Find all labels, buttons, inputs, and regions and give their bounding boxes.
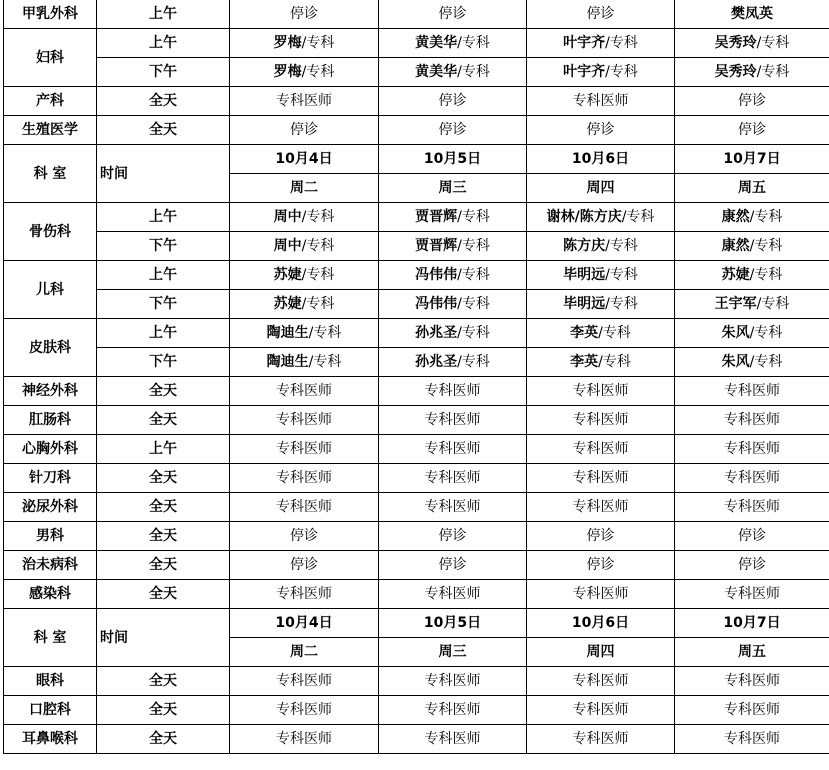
specialty-suffix: /专科 <box>301 35 335 51</box>
time-slot: 全天 <box>97 696 230 725</box>
doctor-name: 停诊 <box>438 528 467 544</box>
schedule-cell <box>230 58 379 87</box>
schedule-cell <box>527 464 675 493</box>
doctor-name: 专科医师 <box>724 412 780 428</box>
doctor-name: 王宇军 <box>714 296 757 312</box>
table-row <box>4 261 829 290</box>
department-name: 产科 <box>4 87 97 116</box>
schedule-cell <box>379 0 527 29</box>
department-name: 神经外科 <box>4 377 97 406</box>
table-row <box>4 203 829 232</box>
doctor-name: 专科医师 <box>572 702 629 718</box>
doctor-name: 专科医师 <box>276 93 332 109</box>
time-slot: 全天 <box>97 377 230 406</box>
schedule-cell <box>379 348 527 377</box>
table-row <box>4 290 829 319</box>
table-row <box>4 87 829 116</box>
doctor-name: 康然 <box>721 209 750 225</box>
schedule-cell <box>230 696 379 725</box>
schedule-cell <box>379 290 527 319</box>
schedule-cell <box>230 725 379 754</box>
doctor-name: 李英 <box>570 325 599 341</box>
time-slot: 下午 <box>97 348 230 377</box>
doctor-name: 专科医师 <box>276 441 332 457</box>
doctor-name: 黄美华 <box>415 64 458 80</box>
header-time-label: 时间 <box>97 609 230 667</box>
schedule-cell <box>230 348 379 377</box>
department-name: 口腔科 <box>4 696 97 725</box>
schedule-cell <box>675 0 829 29</box>
table-row <box>4 725 829 754</box>
time-slot: 全天 <box>97 116 230 145</box>
doctor-name: 陶迪生 <box>266 354 309 370</box>
schedule-cell <box>527 406 675 435</box>
doctor-name: 停诊 <box>438 557 467 573</box>
doctor-name: 专科医师 <box>276 470 332 486</box>
doctor-name: 停诊 <box>290 528 318 544</box>
schedule-cell <box>230 87 379 116</box>
specialty-suffix: /专科 <box>756 64 790 80</box>
doctor-name: 专科医师 <box>424 586 481 602</box>
specialty-suffix: /专科 <box>308 354 342 370</box>
schedule-cell <box>379 58 527 87</box>
schedule-cell <box>379 580 527 609</box>
header-weekday: 周五 <box>675 174 829 203</box>
header-weekday: 周五 <box>675 638 829 667</box>
specialty-suffix: /专科 <box>457 325 490 341</box>
department-name: 针刀科 <box>4 464 97 493</box>
time-slot: 下午 <box>97 58 230 87</box>
schedule-cell <box>527 116 675 145</box>
schedule-cell <box>230 377 379 406</box>
schedule-cell <box>675 551 829 580</box>
department-name: 生殖医学 <box>4 116 97 145</box>
time-slot: 全天 <box>97 522 230 551</box>
schedule-cell <box>230 435 379 464</box>
doctor-name: 朱风 <box>721 325 750 341</box>
schedule-cell <box>379 522 527 551</box>
schedule-cell <box>675 435 829 464</box>
specialty-suffix: /专科 <box>301 209 335 225</box>
table-row <box>4 319 829 348</box>
doctor-name: 专科医师 <box>276 412 332 428</box>
table-row <box>4 667 829 696</box>
schedule-cell <box>230 580 379 609</box>
doctor-name: 吴秀玲 <box>714 64 757 80</box>
doctor-name: 贾晋辉 <box>415 209 458 225</box>
doctor-name: 李英 <box>570 354 599 370</box>
doctor-name: 叶宇齐 <box>563 35 606 51</box>
schedule-cell <box>675 116 829 145</box>
department-name: 耳鼻喉科 <box>4 725 97 754</box>
doctor-name: 停诊 <box>586 557 615 573</box>
header-weekday: 周四 <box>527 174 675 203</box>
time-slot: 全天 <box>97 493 230 522</box>
doctor-name: 停诊 <box>586 6 615 22</box>
specialty-suffix: /专科 <box>605 296 638 312</box>
schedule-cell <box>379 667 527 696</box>
header-row-dates <box>4 145 829 174</box>
doctor-name: 专科医师 <box>276 702 332 718</box>
header-weekday: 周三 <box>379 174 527 203</box>
doctor-name: 专科医师 <box>424 441 481 457</box>
specialty-suffix: /专科 <box>749 325 783 341</box>
department-name: 骨伤科 <box>4 203 97 261</box>
specialty-suffix: /专科 <box>749 238 783 254</box>
table-row <box>4 0 829 29</box>
schedule-cell <box>379 232 527 261</box>
schedule-cell <box>379 696 527 725</box>
specialty-suffix: /专科 <box>301 296 335 312</box>
schedule-cell <box>230 203 379 232</box>
schedule-cell <box>230 551 379 580</box>
department-name: 甲乳外科 <box>4 0 97 29</box>
schedule-cell <box>230 667 379 696</box>
doctor-name: 专科医师 <box>572 383 629 399</box>
doctor-name: 停诊 <box>438 6 467 22</box>
doctor-name: 樊凤英 <box>731 6 773 22</box>
schedule-cell <box>675 203 829 232</box>
schedule-cell <box>379 319 527 348</box>
specialty-suffix: /专科 <box>605 238 638 254</box>
schedule-cell <box>379 116 527 145</box>
specialty-suffix: /专科 <box>749 267 783 283</box>
specialty-suffix: /专科 <box>749 354 783 370</box>
doctor-name: 专科医师 <box>572 441 629 457</box>
schedule-cell <box>527 319 675 348</box>
time-slot: 全天 <box>97 464 230 493</box>
specialty-suffix: /专科 <box>301 238 335 254</box>
doctor-name: 停诊 <box>738 528 766 544</box>
doctor-name: 专科医师 <box>424 470 481 486</box>
schedule-cell <box>527 493 675 522</box>
department-name: 妇科 <box>4 29 97 87</box>
specialty-suffix: /专科 <box>301 267 335 283</box>
schedule-cell <box>675 29 829 58</box>
header-date: 10月7日 <box>675 145 829 174</box>
doctor-name: 专科医师 <box>724 586 780 602</box>
specialty-suffix: /专科 <box>756 35 790 51</box>
schedule-cell <box>527 667 675 696</box>
schedule-cell <box>230 116 379 145</box>
doctor-name: 停诊 <box>586 122 615 138</box>
doctor-name: 停诊 <box>586 528 615 544</box>
specialty-suffix: /专科 <box>605 35 638 51</box>
doctor-name: 专科医师 <box>572 673 629 689</box>
doctor-name: 吴秀玲 <box>714 35 757 51</box>
doctor-name: 朱风 <box>721 354 750 370</box>
doctor-name: 专科医师 <box>724 470 780 486</box>
doctor-name: 专科医师 <box>424 499 481 515</box>
schedule-cell <box>230 29 379 58</box>
schedule-cell <box>379 725 527 754</box>
time-slot: 全天 <box>97 725 230 754</box>
specialty-suffix: /专科 <box>605 267 638 283</box>
schedule-cell <box>230 0 379 29</box>
schedule-cell <box>379 87 527 116</box>
doctor-name: 谢林/陈方庆 <box>546 209 622 225</box>
schedule-cell <box>527 58 675 87</box>
header-date: 10月7日 <box>675 609 829 638</box>
schedule-cell <box>675 580 829 609</box>
doctor-name: 专科医师 <box>276 673 332 689</box>
doctor-name: 贾晋辉 <box>415 238 458 254</box>
schedule-cell <box>230 290 379 319</box>
schedule-cell <box>230 464 379 493</box>
schedule-cell <box>527 435 675 464</box>
doctor-name: 专科医师 <box>724 702 780 718</box>
schedule-cell <box>675 87 829 116</box>
table-row <box>4 377 829 406</box>
doctor-name: 专科医师 <box>424 731 481 747</box>
doctor-name: 陈方庆 <box>563 238 606 254</box>
time-slot: 全天 <box>97 580 230 609</box>
specialty-suffix: /专科 <box>457 64 490 80</box>
schedule-cell <box>379 464 527 493</box>
schedule-cell <box>675 464 829 493</box>
time-slot: 全天 <box>97 667 230 696</box>
table-row <box>4 58 829 87</box>
schedule-cell <box>675 493 829 522</box>
time-slot: 下午 <box>97 290 230 319</box>
time-slot: 下午 <box>97 232 230 261</box>
table-row <box>4 464 829 493</box>
time-slot: 上午 <box>97 203 230 232</box>
header-date: 10月6日 <box>527 609 675 638</box>
schedule-cell <box>527 87 675 116</box>
doctor-name: 周中 <box>273 238 302 254</box>
specialty-suffix: /专科 <box>457 209 490 225</box>
header-row-dates <box>4 609 829 638</box>
time-slot: 全天 <box>97 551 230 580</box>
specialty-suffix: /专科 <box>621 209 655 225</box>
doctor-name: 罗梅 <box>273 35 302 51</box>
header-date: 10月5日 <box>379 145 527 174</box>
doctor-name: 专科医师 <box>276 499 332 515</box>
table-row <box>4 232 829 261</box>
doctor-name: 周中 <box>273 209 302 225</box>
doctor-name: 专科医师 <box>572 731 629 747</box>
schedule-cell <box>527 29 675 58</box>
time-slot: 上午 <box>97 261 230 290</box>
specialty-suffix: /专科 <box>598 325 631 341</box>
table-row <box>4 696 829 725</box>
schedule-cell <box>675 522 829 551</box>
schedule-cell <box>230 261 379 290</box>
table-row <box>4 29 829 58</box>
doctor-name: 冯伟伟 <box>415 296 458 312</box>
doctor-name: 专科医师 <box>724 383 780 399</box>
doctor-name: 专科医师 <box>424 412 481 428</box>
department-name: 肛肠科 <box>4 406 97 435</box>
specialty-suffix: /专科 <box>749 209 783 225</box>
schedule-cell <box>675 406 829 435</box>
doctor-name: 专科医师 <box>276 383 332 399</box>
specialty-suffix: /专科 <box>457 354 490 370</box>
header-date: 10月6日 <box>527 145 675 174</box>
doctor-name: 专科医师 <box>572 412 629 428</box>
schedule-cell <box>230 232 379 261</box>
doctor-name: 专科医师 <box>276 731 332 747</box>
schedule-cell <box>527 290 675 319</box>
header-time-label: 时间 <box>97 145 230 203</box>
schedule-cell <box>675 319 829 348</box>
schedule-cell <box>527 522 675 551</box>
doctor-name: 毕明远 <box>563 267 606 283</box>
schedule-cell <box>379 406 527 435</box>
time-slot: 上午 <box>97 435 230 464</box>
schedule-cell <box>675 725 829 754</box>
department-name: 儿科 <box>4 261 97 319</box>
doctor-name: 罗梅 <box>273 64 302 80</box>
doctor-name: 苏婕 <box>273 267 302 283</box>
schedule-cell <box>675 377 829 406</box>
schedule-cell <box>675 58 829 87</box>
doctor-name: 专科医师 <box>572 93 629 109</box>
doctor-name: 停诊 <box>290 122 318 138</box>
doctor-name: 停诊 <box>438 122 467 138</box>
table-row <box>4 116 829 145</box>
schedule-cell <box>230 493 379 522</box>
department-name: 眼科 <box>4 667 97 696</box>
doctor-name: 停诊 <box>738 93 766 109</box>
doctor-name: 叶宇齐 <box>563 64 606 80</box>
schedule-cell <box>527 0 675 29</box>
doctor-name: 停诊 <box>438 93 467 109</box>
table-row <box>4 348 829 377</box>
schedule-cell <box>379 261 527 290</box>
department-name: 心胸外科 <box>4 435 97 464</box>
time-slot: 上午 <box>97 0 230 29</box>
schedule-cell <box>675 232 829 261</box>
doctor-name: 停诊 <box>290 557 318 573</box>
specialty-suffix: /专科 <box>301 64 335 80</box>
doctor-name: 停诊 <box>738 557 766 573</box>
specialty-suffix: /专科 <box>598 354 631 370</box>
schedule-cell <box>527 580 675 609</box>
doctor-name: 专科医师 <box>424 673 481 689</box>
specialty-suffix: /专科 <box>605 64 638 80</box>
doctor-name: 专科医师 <box>424 702 481 718</box>
table-row <box>4 580 829 609</box>
schedule-cell <box>379 203 527 232</box>
doctor-name: 停诊 <box>738 122 766 138</box>
schedule-cell <box>675 261 829 290</box>
header-date: 10月4日 <box>230 145 379 174</box>
doctor-name: 专科医师 <box>424 383 481 399</box>
department-name: 泌尿外科 <box>4 493 97 522</box>
schedule-body <box>4 0 829 754</box>
table-row <box>4 522 829 551</box>
schedule-cell <box>379 29 527 58</box>
schedule-cell <box>379 493 527 522</box>
schedule-cell <box>379 435 527 464</box>
header-weekday: 周二 <box>230 174 379 203</box>
header-weekday: 周三 <box>379 638 527 667</box>
schedule-cell <box>675 290 829 319</box>
schedule-cell <box>527 232 675 261</box>
specialty-suffix: /专科 <box>457 35 490 51</box>
department-name: 感染科 <box>4 580 97 609</box>
doctor-name: 康然 <box>721 238 750 254</box>
schedule-cell <box>527 551 675 580</box>
header-dept-label: 科 室 <box>4 609 97 667</box>
header-weekday: 周二 <box>230 638 379 667</box>
schedule-cell <box>527 348 675 377</box>
header-date: 10月5日 <box>379 609 527 638</box>
doctor-name: 苏婕 <box>273 296 302 312</box>
specialty-suffix: /专科 <box>756 296 790 312</box>
schedule-cell <box>230 406 379 435</box>
specialty-suffix: /专科 <box>457 296 490 312</box>
doctor-name: 苏婕 <box>721 267 750 283</box>
table-row <box>4 435 829 464</box>
doctor-name: 陶迪生 <box>266 325 309 341</box>
department-name: 治未病科 <box>4 551 97 580</box>
doctor-name: 专科医师 <box>572 470 629 486</box>
schedule-cell <box>230 522 379 551</box>
table-row <box>4 406 829 435</box>
doctor-name: 专科医师 <box>724 731 780 747</box>
specialty-suffix: /专科 <box>308 325 342 341</box>
time-slot: 上午 <box>97 29 230 58</box>
doctor-name: 黄美华 <box>415 35 458 51</box>
schedule-cell <box>379 377 527 406</box>
schedule-cell <box>527 377 675 406</box>
time-slot: 上午 <box>97 319 230 348</box>
schedule-cell <box>675 348 829 377</box>
header-date: 10月4日 <box>230 609 379 638</box>
table-row <box>4 493 829 522</box>
doctor-name: 专科医师 <box>724 499 780 515</box>
doctor-name: 专科医师 <box>724 673 780 689</box>
doctor-name: 孙兆圣 <box>415 354 458 370</box>
specialty-suffix: /专科 <box>457 238 490 254</box>
doctor-name: 孙兆圣 <box>415 325 458 341</box>
schedule-cell <box>675 667 829 696</box>
schedule-cell <box>527 696 675 725</box>
schedule-cell <box>527 261 675 290</box>
schedule-cell <box>527 725 675 754</box>
doctor-name: 专科医师 <box>724 441 780 457</box>
schedule-table <box>3 0 829 754</box>
schedule-cell <box>675 696 829 725</box>
specialty-suffix: /专科 <box>457 267 490 283</box>
department-name: 男科 <box>4 522 97 551</box>
doctor-name: 专科医师 <box>572 586 629 602</box>
doctor-name: 专科医师 <box>572 499 629 515</box>
schedule-cell <box>527 203 675 232</box>
schedule-cell <box>379 551 527 580</box>
doctor-name: 毕明远 <box>563 296 606 312</box>
schedule-cell <box>230 319 379 348</box>
header-dept-label: 科 室 <box>4 145 97 203</box>
time-slot: 全天 <box>97 87 230 116</box>
doctor-name: 冯伟伟 <box>415 267 458 283</box>
header-weekday: 周四 <box>527 638 675 667</box>
doctor-name: 停诊 <box>290 6 318 22</box>
table-row <box>4 551 829 580</box>
time-slot: 全天 <box>97 406 230 435</box>
department-name: 皮肤科 <box>4 319 97 377</box>
doctor-name: 专科医师 <box>276 586 332 602</box>
